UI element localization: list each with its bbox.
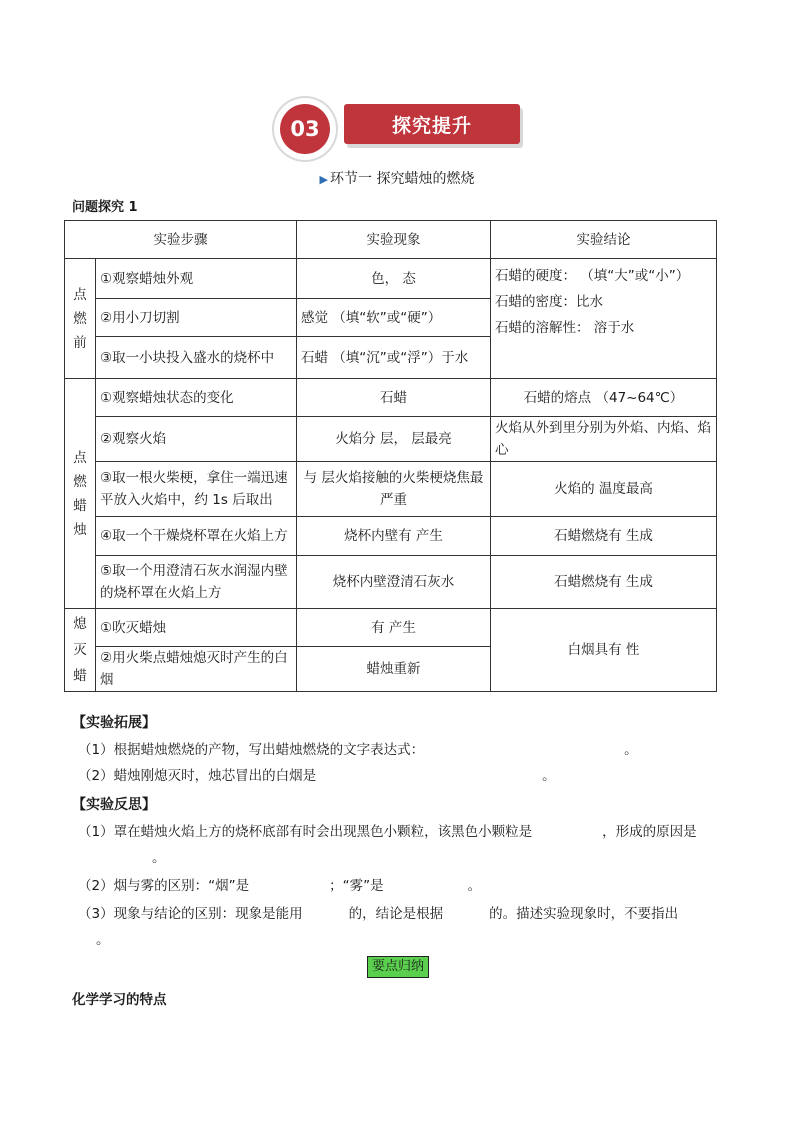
conclusion-cell-before — [491, 259, 717, 379]
experiment-table — [64, 220, 717, 692]
phenomenon-cell: 有 产生 — [297, 609, 491, 647]
section-number: 03 — [280, 104, 330, 154]
conclusion-line: 石蜡的溶解性： 溶于水 — [495, 320, 635, 336]
reflection-item-3 — [78, 904, 678, 924]
header-steps: 实验步骤 — [65, 221, 297, 259]
extension-item-text: （1）根据蜡烛燃烧的产物，写出蜡烛燃烧的文字表达式： — [78, 742, 425, 758]
conclusion-cell: 石蜡的熔点 （47~64℃） — [491, 379, 717, 417]
period: 。 — [467, 878, 482, 894]
conclusion-line: 石蜡的硬度： （填“大”或“小”） — [495, 268, 690, 284]
phenomenon-cell: 感觉 （填“软”或“硬”） — [297, 299, 491, 337]
header-conclusion: 实验结论 — [491, 221, 717, 259]
phenomenon-cell: 色， 态 — [297, 259, 491, 299]
extension-item-text: （2）蜡烛刚熄灭时，烛芯冒出的白烟是 — [78, 768, 317, 784]
step-cell: ②观察火焰 — [96, 417, 297, 462]
reflection-text: 的。描述实验现象时，不要指出 — [489, 906, 679, 922]
reflection-text: ，形成的原因是 — [602, 824, 697, 840]
phenomenon-cell: 石蜡 — [297, 379, 491, 417]
section-banner — [272, 98, 524, 160]
section-label-text: 环节一 探究蜡烛的燃烧 — [330, 171, 475, 187]
conclusion-cell-after: 白烟具有 性 — [491, 609, 717, 692]
triangle-bullet-icon: ▶ — [319, 173, 328, 186]
conclusion-cell: 石蜡燃烧有 生成 — [491, 556, 717, 609]
reflection-text: ；“雾”是 — [329, 878, 384, 894]
group-before-label: 点 燃 前 — [73, 286, 87, 351]
step-cell: ①吹灭蜡烛 — [96, 609, 297, 647]
step-cell: ⑤取一个用澄清石灰水润湿内壁的烧杯罩在火焰上方 — [96, 556, 297, 609]
extension-item-2 — [78, 766, 556, 786]
table-row — [65, 609, 717, 647]
section-title: 探究提升 — [344, 104, 520, 144]
table-row — [65, 517, 717, 556]
phenomenon-cell: 与 层火焰接触的火柴梗烧焦最严重 — [297, 462, 491, 517]
step-cell: ②用火柴点蜡烛熄灭时产生的白烟 — [96, 647, 297, 692]
conclusion-cell: 石蜡燃烧有 生成 — [491, 517, 717, 556]
conclusion-cell: 火焰从外到里分别为外焰、内焰、焰心 — [491, 417, 717, 462]
group-before — [65, 259, 96, 379]
reflection-item-1 — [78, 822, 697, 842]
group-after — [65, 609, 96, 692]
step-cell: ①观察蜡烛状态的变化 — [96, 379, 297, 417]
header-phenomenon: 实验现象 — [297, 221, 491, 259]
group-burning — [65, 379, 96, 609]
step-cell: ②用小刀切割 — [96, 299, 297, 337]
reflection-text: 的，结论是根据 — [348, 906, 444, 922]
step-cell: ③取一根火柴梗，拿住一端迅速平放入火焰中，约 1s 后取出 — [96, 462, 297, 517]
phenomenon-cell: 石蜡 （填“沉”或“浮”）于水 — [297, 337, 491, 379]
table-row — [65, 259, 717, 299]
table-row — [65, 462, 717, 517]
group-after-label: 熄 灭 蜡 — [73, 616, 87, 684]
reflection-title: 【实验反思】 — [72, 797, 156, 813]
conclusion-cell: 火焰的 温度最高 — [491, 462, 717, 517]
section-number-badge — [274, 98, 336, 160]
table-row — [65, 417, 717, 462]
phenomenon-cell: 火焰分 层， 层最亮 — [297, 417, 491, 462]
period: 。 — [542, 768, 556, 784]
reflection-text: （3）现象与结论的区别：现象是能用 — [78, 906, 303, 922]
section-label — [0, 168, 794, 188]
period: 。 — [624, 742, 638, 758]
key-points-label: 要点归纳 — [367, 956, 429, 978]
table-row — [65, 556, 717, 609]
reflection-text: （1）罩在蜡烛火焰上方的烧杯底部有时会出现黑色小颗粒，该黑色小颗粒是 — [78, 824, 533, 840]
phenomenon-cell: 蜡烛重新 — [297, 647, 491, 692]
extension-title: 【实验拓展】 — [72, 715, 156, 731]
period: 。 — [152, 850, 166, 866]
step-cell: ③取一小块投入盛水的烧杯中 — [96, 337, 297, 379]
table-row — [65, 379, 717, 417]
group-burning-label: 点 燃 蜡 烛 — [73, 449, 87, 538]
chem-learning-title: 化学学习的特点 — [72, 992, 167, 1008]
table-header-row — [65, 221, 717, 259]
step-cell: ④取一个干燥烧杯罩在火焰上方 — [96, 517, 297, 556]
extension-item-1 — [78, 740, 638, 760]
phenomenon-cell: 烧杯内壁澄清石灰水 — [297, 556, 491, 609]
reflection-item-2 — [78, 876, 481, 896]
conclusion-line: 石蜡的密度：比水 — [495, 294, 603, 310]
step-cell: ①观察蜡烛外观 — [96, 259, 297, 299]
phenomenon-cell: 烧杯内壁有 产生 — [297, 517, 491, 556]
period: 。 — [96, 932, 110, 948]
problem-title: 问题探究 1 — [72, 200, 138, 215]
reflection-text: （2）烟与雾的区别：“烟”是 — [78, 878, 250, 894]
